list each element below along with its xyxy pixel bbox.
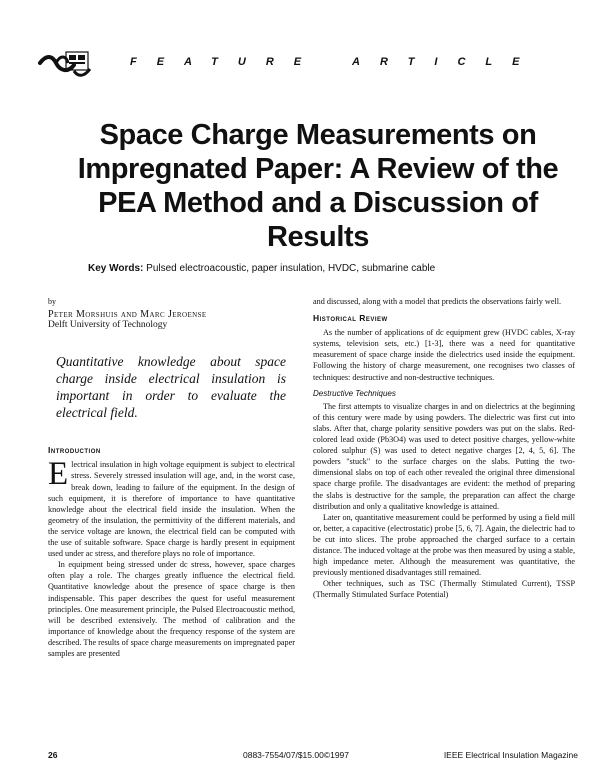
- continued-paragraph: and discussed, along with a model that predicts the observations fairly well.: [313, 297, 562, 306]
- keywords-text: Pulsed electroacoustic, paper insulation, HVDC, submarine cable: [146, 263, 436, 274]
- pull-quote: Quantitative knowledge about space charge inside electrical insulation is important in order to evaluate the electrical field.: [56, 354, 286, 421]
- destructive-techniques-heading: Destructive Techniques: [313, 388, 396, 398]
- byline-by: by: [48, 297, 56, 306]
- introduction-heading: Introduction: [48, 445, 101, 456]
- keywords: [88, 263, 588, 274]
- destructive-paragraph-1: The first attempts to visualize charges in and on dielectrics at the beginning of this century were made by using powders. The dielectric was first cut into slabs. After that, charge polarity sensitive powders was put on the slabs. Red-colored lead oxide (Pb3O4) was used to detect positive charges, yellow-white colored sulphur (S) was used to detect negative charges [2, 4, 5, 6]. The powders "stuck" to the surface charges on the slabs. Putting the two-dimensional slabs on top of each other revealed the original three dimensional space charge profile. The disadvantages are evident: the method of preparing the slabs is destructive for the sample, the preparation can affect the charge distribution and only a qualitative knowledge is attained.: [313, 401, 575, 511]
- right-column: [313, 296, 575, 600]
- introduction-p1-text: lectrical insulation in high voltage equipment is subject to electrical stress. Severely stressed insulation will age, and, in the worst case, break down, leading to failure of the equipment. In the design of such equipment, it is therefore of importance to have quantitative knowledge about the electrical field inside the insulation. When the geometry of the insulation, the permittivity of the different materials, and the service voltage are known, the electrical field can be computed with the use of suitable software. Space charge is hardly present in equipment used under ac stress, and therefore plays no role of importance.: [48, 460, 295, 559]
- page-number: 26: [48, 750, 58, 760]
- byline-affiliation: Delft University of Technology: [48, 320, 168, 331]
- keywords-label: Key Words:: [88, 263, 144, 274]
- magazine-logo-icon: [38, 49, 96, 79]
- introduction-paragraph-2: In equipment being stressed under dc stress, however, space charges often play a role. The charges greatly influence the electrical field. Quantitative knowledge about the presence of space charge is then indispensable. This paper describes the quest for useful measurement principles. One measurement principle, the Pulsed Electroacoustic method, will be described extensively. The method of calibration and the importance of knowledge about the frequency response of the system are described. The results of space charge measurements on impregnated paper samples are presented: [48, 560, 295, 658]
- article-word: ARTICLE: [352, 56, 540, 68]
- magazine-name: IEEE Electrical Insulation Magazine: [443, 750, 578, 760]
- feature-article-label: [130, 56, 580, 68]
- drop-cap: E: [48, 456, 69, 493]
- historical-paragraph-1: As the number of applications of dc equipment grew (HVDC cables, X-ray systems, television sets, etc.) [1-3], there was a need for quantitative measurement of space charge inside the dielectrics used inside the equipment. Following the history of charge measurement, one recognises two classes of techniques: destructive and non-destructive techniques.: [313, 328, 575, 382]
- historical-review-heading: Historical Review: [313, 313, 388, 324]
- introduction-paragraph-1: [48, 456, 295, 559]
- left-column: [48, 296, 295, 659]
- feature-word: FEATURE: [130, 56, 322, 68]
- article-title: Space Charge Measurements on Impregnated Paper: A Review of the PEA Method and a Discussion of Results: [77, 119, 559, 253]
- destructive-paragraph-2: Later on, quantitative measurement could be performed by using a field mill or, better, a capacitive (electrostatic) probe [5, 6, 7]. Again, the dielectric had to be cut into slices. The probe approached the charged surface to a certain distance. The induced voltage at the probe was then measured by using a stable, high impedance meter. Although the measurement was quantitative, the previously mentioned disadvantages still remained.: [313, 512, 575, 578]
- issn-code: 0883-7554/07/$15.00©1997: [243, 750, 349, 760]
- byline-authors: Peter Morshuis and Marc Jeroense: [48, 309, 207, 321]
- destructive-paragraph-3: Other techniques, such as TSC (Thermally Stimulated Current), TSSP (Thermally Stimulated Surface Potential): [313, 579, 575, 600]
